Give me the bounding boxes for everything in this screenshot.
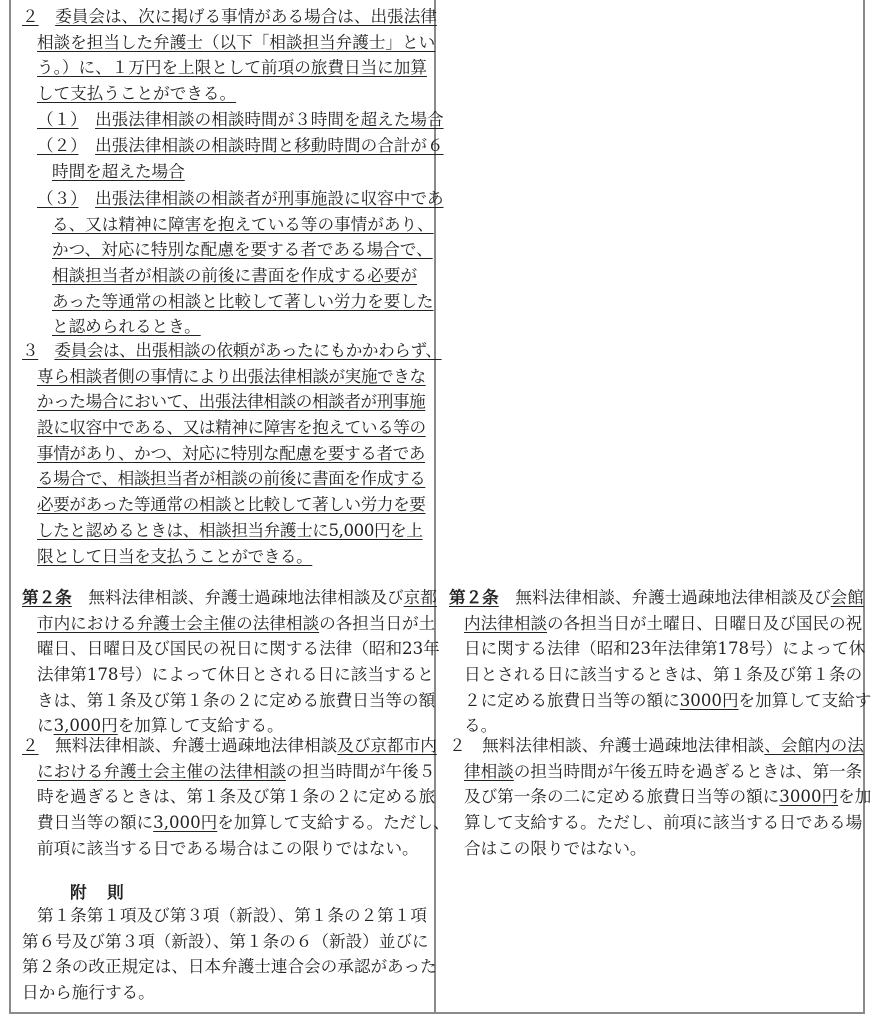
amended-text: 律相談 bbox=[464, 761, 514, 781]
text-line bbox=[449, 688, 871, 714]
text-line bbox=[37, 133, 444, 159]
text-line bbox=[449, 810, 871, 836]
text-segment: 無料法律相談、弁護士過疎地法律相談及び bbox=[498, 588, 831, 607]
text-segment: 法律第178号）によって休日とされる日に該当すると bbox=[37, 665, 434, 685]
text-line bbox=[37, 237, 444, 263]
text-segment: を加算して支給す bbox=[738, 690, 872, 710]
text-segment: の担当時間が午後５ bbox=[285, 761, 436, 781]
text-line bbox=[22, 518, 442, 544]
text-segment: を加 bbox=[838, 787, 872, 807]
current-article2-paragraph2 bbox=[449, 733, 871, 861]
text-line bbox=[37, 212, 444, 238]
text-segment: 無料法律相談、弁護士過疎地法律相談 bbox=[38, 736, 338, 755]
old-article2-paragraph2 bbox=[22, 733, 450, 861]
amended-text: る、又は精神に障害を抱えている等の事情があり、 bbox=[52, 214, 434, 234]
text-line bbox=[37, 263, 444, 289]
text-line bbox=[449, 733, 871, 759]
text-segment: の担当時間が午後五時を過ぎるときは、第一条 bbox=[513, 761, 863, 781]
text-line bbox=[22, 364, 442, 390]
text-segment: を加算して支給する。ただし、 bbox=[217, 813, 450, 833]
text-line bbox=[22, 81, 437, 107]
text-line bbox=[22, 636, 440, 662]
text-segment bbox=[78, 110, 95, 129]
text-segment: 算して支給する。ただし、前項に該当する日である場 bbox=[464, 813, 863, 833]
text-line bbox=[22, 544, 442, 570]
text-segment bbox=[39, 7, 56, 26]
text-segment: 日から施行する。 bbox=[22, 983, 155, 1003]
text-line bbox=[449, 836, 871, 862]
text-segment: 第６号及び第３項（新設）、第１条の６（新設）並びに bbox=[22, 931, 429, 951]
text-line bbox=[22, 980, 437, 1006]
amended-text: 内法律相談 bbox=[464, 613, 547, 633]
text-line bbox=[22, 929, 437, 955]
supplementary-provisions-body bbox=[22, 903, 437, 1006]
text-line bbox=[449, 636, 871, 662]
amended-text: 設に収容中である、又は精神に障害を抱えている等の bbox=[37, 418, 426, 438]
text-line bbox=[37, 314, 444, 340]
text-segment: きは、第１条及び第１条の２に定める旅費日当等の額 bbox=[37, 690, 436, 710]
text-line bbox=[37, 107, 444, 133]
amended-text: （３） bbox=[37, 189, 79, 208]
supplementary-provisions-heading: 附 則 bbox=[70, 883, 126, 902]
text-line bbox=[449, 759, 871, 785]
amended-text: う。）に、１万円を上限として前項の旅費日当に加算 bbox=[37, 58, 427, 78]
text-segment bbox=[38, 341, 54, 360]
text-line bbox=[449, 784, 871, 810]
amended-text: 出張法律相談の相談者が刑事施設に収容中であ bbox=[95, 189, 444, 208]
amended-text: 出張法律相談の相談時間が３時間を超えた場合 bbox=[95, 110, 444, 129]
text-segment: に bbox=[37, 716, 54, 736]
amended-text: 出張法律相談の相談時間と移動時間の合計が６ bbox=[95, 136, 444, 155]
table-border-bottom bbox=[9, 1012, 865, 1014]
amended-text: 市内における弁護士会主催の法律相談 bbox=[37, 613, 320, 633]
text-line bbox=[22, 30, 437, 56]
amended-text: における弁護士会主催の法律相談 bbox=[37, 761, 286, 781]
text-line bbox=[22, 389, 442, 415]
amended-text: 京都 bbox=[403, 588, 437, 607]
text-line bbox=[22, 759, 450, 785]
old-article1-item1 bbox=[37, 107, 444, 133]
text-segment: 無料法律相談、弁護士過疎地法律相談及び bbox=[71, 588, 404, 607]
text-line bbox=[22, 466, 442, 492]
amended-text: 限として日当を支払うことができる。 bbox=[37, 546, 313, 566]
current-article2-paragraph1 bbox=[449, 585, 871, 739]
text-segment bbox=[78, 189, 95, 208]
amended-text: 3000円 bbox=[679, 690, 739, 710]
amended-text: 事情があり、かつ、対応に特別な配慮を要する者であ bbox=[37, 443, 425, 463]
text-line bbox=[22, 4, 437, 30]
amended-text: して支払うことができる。 bbox=[37, 84, 237, 104]
text-line bbox=[37, 186, 444, 212]
text-segment: ２に定める旅費日当等の額に bbox=[464, 690, 680, 710]
text-line bbox=[22, 662, 440, 688]
amended-text: 会館 bbox=[830, 588, 864, 607]
text-line bbox=[449, 662, 871, 688]
text-segment: 前項に該当する日である場合はこの限りではない。 bbox=[37, 838, 419, 858]
text-segment: 第２条の改正規定は、日本弁護士連合会の承認があった bbox=[22, 957, 437, 977]
amended-text: 、会館内の法 bbox=[764, 736, 864, 755]
amended-text: ３ bbox=[22, 341, 39, 360]
text-segment: の各担当日が土曜日、日曜日及び国民の祝 bbox=[546, 613, 863, 633]
text-line bbox=[22, 585, 440, 611]
text-segment: 時を過ぎるときは、第１条及び第１条の２に定める旅 bbox=[37, 787, 436, 807]
text-line bbox=[22, 492, 442, 518]
text-line bbox=[22, 441, 442, 467]
amended-text: と認められるとき。 bbox=[52, 317, 201, 337]
old-article1-paragraph2 bbox=[22, 4, 437, 107]
text-segment: 第１条第１項及び第３項（新設）、第１条の２第１項 bbox=[37, 906, 427, 925]
amended-text: 専ら相談者側の事情により出張法律相談が実施できな bbox=[37, 366, 426, 386]
amended-text: る場合で、相談担当者が相談の前後に書面を作成する bbox=[37, 469, 426, 489]
amended-text: 相談を担当した弁護士（以下「相談担当弁護士」とい bbox=[37, 32, 436, 52]
table-border-left bbox=[9, 0, 11, 1013]
text-line bbox=[22, 903, 437, 929]
amended-text: 第２条 bbox=[449, 588, 499, 607]
text-line bbox=[22, 611, 440, 637]
text-line bbox=[449, 611, 871, 637]
text-line bbox=[22, 836, 450, 862]
text-line bbox=[22, 688, 440, 714]
amended-text: かった場合において、出張法律相談の相談者が刑事施 bbox=[37, 392, 426, 412]
text-segment: 日に関する法律（昭和23年法律第178号）によって休 bbox=[464, 639, 866, 659]
amended-text: 3,000円 bbox=[153, 813, 218, 833]
amended-text: あった等通常の相談と比較して著しい労力を要した bbox=[52, 291, 434, 311]
text-line bbox=[449, 585, 871, 611]
amended-text: （２） bbox=[37, 136, 79, 155]
amended-text: 相談担当者が相談の前後に書面を作成する必要が bbox=[52, 266, 418, 286]
text-line bbox=[22, 784, 450, 810]
text-segment bbox=[78, 136, 95, 155]
amended-text: 第２条 bbox=[22, 588, 72, 607]
old-article1-paragraph3 bbox=[22, 338, 442, 569]
text-line bbox=[22, 733, 450, 759]
text-segment: を加算して支給する。 bbox=[117, 716, 284, 736]
text-segment: 費日当等の額に bbox=[37, 813, 154, 833]
text-segment: の各担当日が土 bbox=[319, 613, 436, 633]
amended-text: 時間を超えた場合 bbox=[52, 161, 185, 181]
amended-text: かつ、対応に特別な配慮を要する者である場合で、 bbox=[52, 240, 433, 260]
old-article2-paragraph1 bbox=[22, 585, 440, 739]
text-segment: 及び第一条の二に定める旅費日当等の額に bbox=[464, 787, 780, 807]
text-segment: 日とされる日に該当するときは、第１条及び第１条の bbox=[464, 665, 863, 685]
text-segment: る。 bbox=[464, 716, 498, 736]
old-article1-item2 bbox=[37, 133, 444, 184]
text-line bbox=[37, 159, 444, 185]
text-line bbox=[22, 338, 442, 364]
text-line bbox=[22, 810, 450, 836]
amended-text: ２ bbox=[22, 736, 39, 755]
amended-text: 3000円 bbox=[779, 787, 839, 807]
old-article1-item3 bbox=[37, 186, 444, 340]
text-segment: ２ 無料法律相談、弁護士過疎地法律相談 bbox=[449, 736, 765, 755]
amended-text: 及び京都市内 bbox=[337, 736, 437, 755]
amended-text: したと認めるときは、相談担当弁護士に5,000円を上 bbox=[37, 520, 423, 540]
amended-text: （１） bbox=[37, 110, 79, 129]
text-segment: 合はこの限りではない。 bbox=[464, 838, 647, 858]
text-line bbox=[37, 289, 444, 315]
text-line bbox=[22, 55, 437, 81]
text-line bbox=[22, 954, 437, 980]
amended-text: 3,000円 bbox=[53, 716, 118, 736]
text-line bbox=[22, 415, 442, 441]
amended-text: 必要があった等通常の相談と比較して著しい労力を要 bbox=[37, 495, 426, 515]
amended-text: 委員会は、次に掲げる事情がある場合は、出張法律 bbox=[55, 7, 437, 26]
amended-text: ２ bbox=[22, 7, 39, 26]
text-segment: 曜日、日曜日及び国民の祝日に関する法律（昭和23年 bbox=[37, 639, 440, 659]
amended-text: 委員会は、出張相談の依頼があったにもかかわらず、 bbox=[54, 341, 442, 360]
